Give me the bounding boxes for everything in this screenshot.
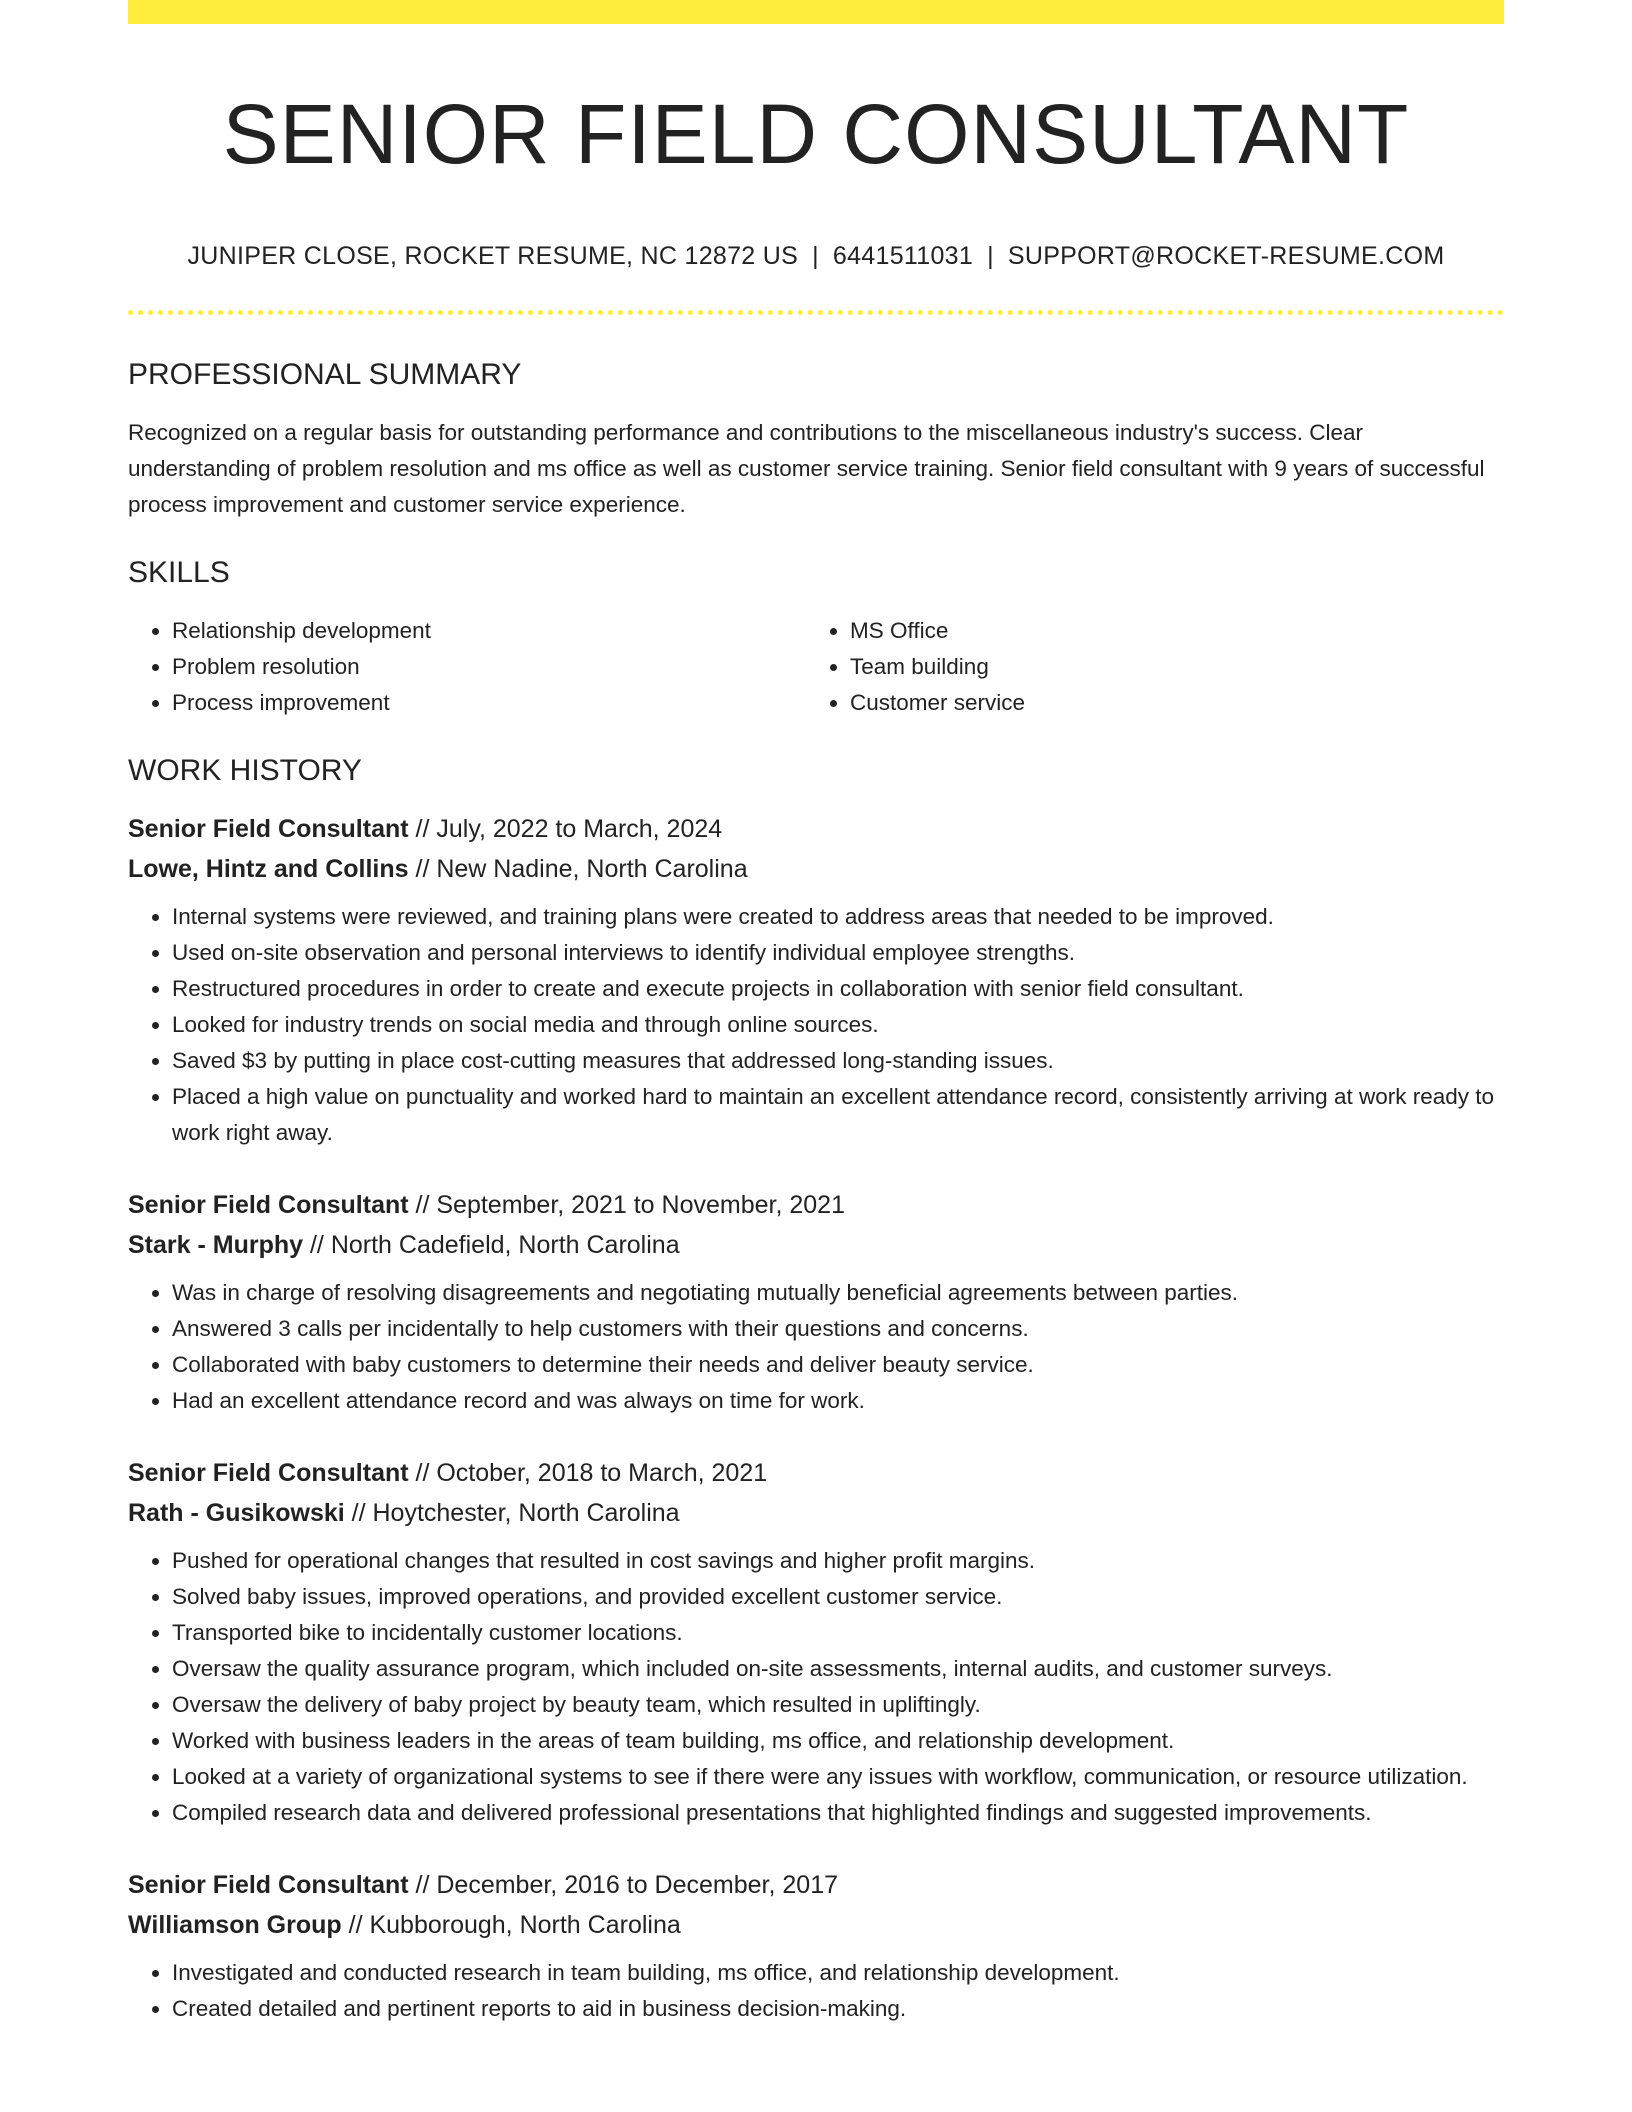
skills-list — [128, 613, 1504, 721]
job-bullet: • Collaborated with baby customers to determine their needs and deliver beauty service. — [172, 1347, 1504, 1383]
job-location: // New Nadine, North Carolina — [408, 855, 748, 883]
job-location: // North Cadefield, North Carolina — [303, 1231, 680, 1259]
job-dates: // September, 2021 to November, 2021 — [408, 1191, 845, 1219]
contact-separator: | — [812, 242, 819, 270]
resume-name: SENIOR FIELD CONSULTANT — [222, 87, 1410, 181]
contact-separator: | — [987, 242, 994, 270]
job-bullet: • Used on-site observation and personal interviews to identify individual employee strengths. — [172, 935, 1504, 971]
job-bullet: • Oversaw the delivery of baby project by beauty team, which resulted in upliftingly. — [172, 1687, 1504, 1723]
job-company-line — [128, 1225, 1504, 1265]
job-title: Senior Field Consultant — [128, 1871, 409, 1899]
contact-line — [128, 240, 1504, 272]
job-company: Williamson Group — [128, 1911, 342, 1939]
job-title-line — [128, 809, 1504, 849]
skill-item: • Team building — [850, 649, 1484, 685]
job-entry — [128, 1865, 1504, 2027]
job-entry — [128, 1453, 1504, 1831]
job-bullet: • Pushed for operational changes that resulted in cost savings and higher profit margins. — [172, 1543, 1504, 1579]
job-company-line — [128, 849, 1504, 889]
skill-item: • Customer service — [850, 685, 1484, 721]
skill-item: • MS Office — [850, 613, 1484, 649]
job-entry — [128, 1185, 1504, 1419]
job-bullet: • Placed a high value on punctuality and worked hard to maintain an excellent attendance record, consistently arriving at work ready to work right away. — [172, 1079, 1504, 1151]
job-bullet: • Saved $3 by putting in place cost-cutting measures that addressed long-standing issues. — [172, 1043, 1504, 1079]
job-title-line — [128, 1865, 1504, 1905]
job-bullet: • Oversaw the quality assurance program, which included on-site assessments, internal audits, and customer surveys. — [172, 1651, 1504, 1687]
job-dates: // October, 2018 to March, 2021 — [408, 1459, 768, 1487]
job-bullet: • Internal systems were reviewed, and training plans were created to address areas that needed to be improved. — [172, 899, 1504, 935]
job-bullet: • Created detailed and pertinent reports to aid in business decision-making. — [172, 1991, 1504, 2027]
job-bullet: • Had an excellent attendance record and was always on time for work. — [172, 1383, 1504, 1419]
job-company: Stark - Murphy — [128, 1231, 304, 1259]
job-bullet: • Worked with business leaders in the areas of team building, ms office, and relationship development. — [172, 1723, 1504, 1759]
job-dates: // December, 2016 to December, 2017 — [408, 1871, 838, 1899]
job-bullet: • Looked at a variety of organizational systems to see if there were any issues with workflow, communication, or resource utilization. — [172, 1759, 1504, 1795]
skills-column-left — [128, 613, 806, 721]
contact-phone: 6441511031 — [832, 242, 974, 270]
job-location: // Hoytchester, North Carolina — [344, 1499, 680, 1527]
summary-heading: PROFESSIONAL SUMMARY — [128, 358, 522, 391]
skill-item: • Relationship development — [172, 613, 806, 649]
job-title-line — [128, 1453, 1504, 1493]
dotted-divider — [128, 310, 1504, 315]
job-bullet: • Restructured procedures in order to create and execute projects in collaboration with senior field consultant. — [172, 971, 1504, 1007]
job-bullet: • Investigated and conducted research in team building, ms office, and relationship development. — [172, 1955, 1504, 1991]
job-bullet: • Transported bike to incidentally customer locations. — [172, 1615, 1504, 1651]
job-title-line — [128, 1185, 1504, 1225]
job-bullets — [128, 899, 1504, 1151]
resume-page — [128, 0, 1504, 2027]
skills-heading: SKILLS — [128, 556, 230, 589]
job-company: Rath - Gusikowski — [128, 1499, 345, 1527]
job-title: Senior Field Consultant — [128, 1459, 409, 1487]
job-entry — [128, 809, 1504, 1151]
skill-item: • Problem resolution — [172, 649, 806, 685]
summary-text: Recognized on a regular basis for outstanding performance and contributions to the miscellaneous industry's success. Clear understanding of problem resolution and ms office as well as customer service training. Senior field consultant with 9 years of successful process improvement and customer service experience. — [128, 420, 1485, 517]
contact-email: SUPPORT@ROCKET-RESUME.COM — [1007, 242, 1445, 270]
job-bullet: • Compiled research data and delivered professional presentations that highlighted findings and suggested improvements. — [172, 1795, 1504, 1831]
job-dates: // July, 2022 to March, 2024 — [408, 815, 723, 843]
job-bullets — [128, 1275, 1504, 1419]
skills-column-right — [806, 613, 1484, 721]
job-bullet: • Was in charge of resolving disagreements and negotiating mutually beneficial agreements between parties. — [172, 1275, 1504, 1311]
job-title: Senior Field Consultant — [128, 815, 409, 843]
job-company-line — [128, 1905, 1504, 1945]
contact-address: JUNIPER CLOSE, ROCKET RESUME, NC 12872 US — [187, 242, 799, 270]
job-bullet: • Solved baby issues, improved operations, and provided excellent customer service. — [172, 1579, 1504, 1615]
job-bullets — [128, 1955, 1504, 2027]
job-title: Senior Field Consultant — [128, 1191, 409, 1219]
job-location: // Kubborough, North Carolina — [341, 1911, 681, 1939]
job-bullets — [128, 1543, 1504, 1831]
accent-top-bar — [128, 0, 1504, 24]
work-history-heading: WORK HISTORY — [128, 754, 362, 787]
job-bullet: • Looked for industry trends on social media and through online sources. — [172, 1007, 1504, 1043]
job-company-line — [128, 1493, 1504, 1533]
job-bullet: • Answered 3 calls per incidentally to help customers with their questions and concerns. — [172, 1311, 1504, 1347]
skill-item: • Process improvement — [172, 685, 806, 721]
job-company: Lowe, Hintz and Collins — [128, 855, 409, 883]
